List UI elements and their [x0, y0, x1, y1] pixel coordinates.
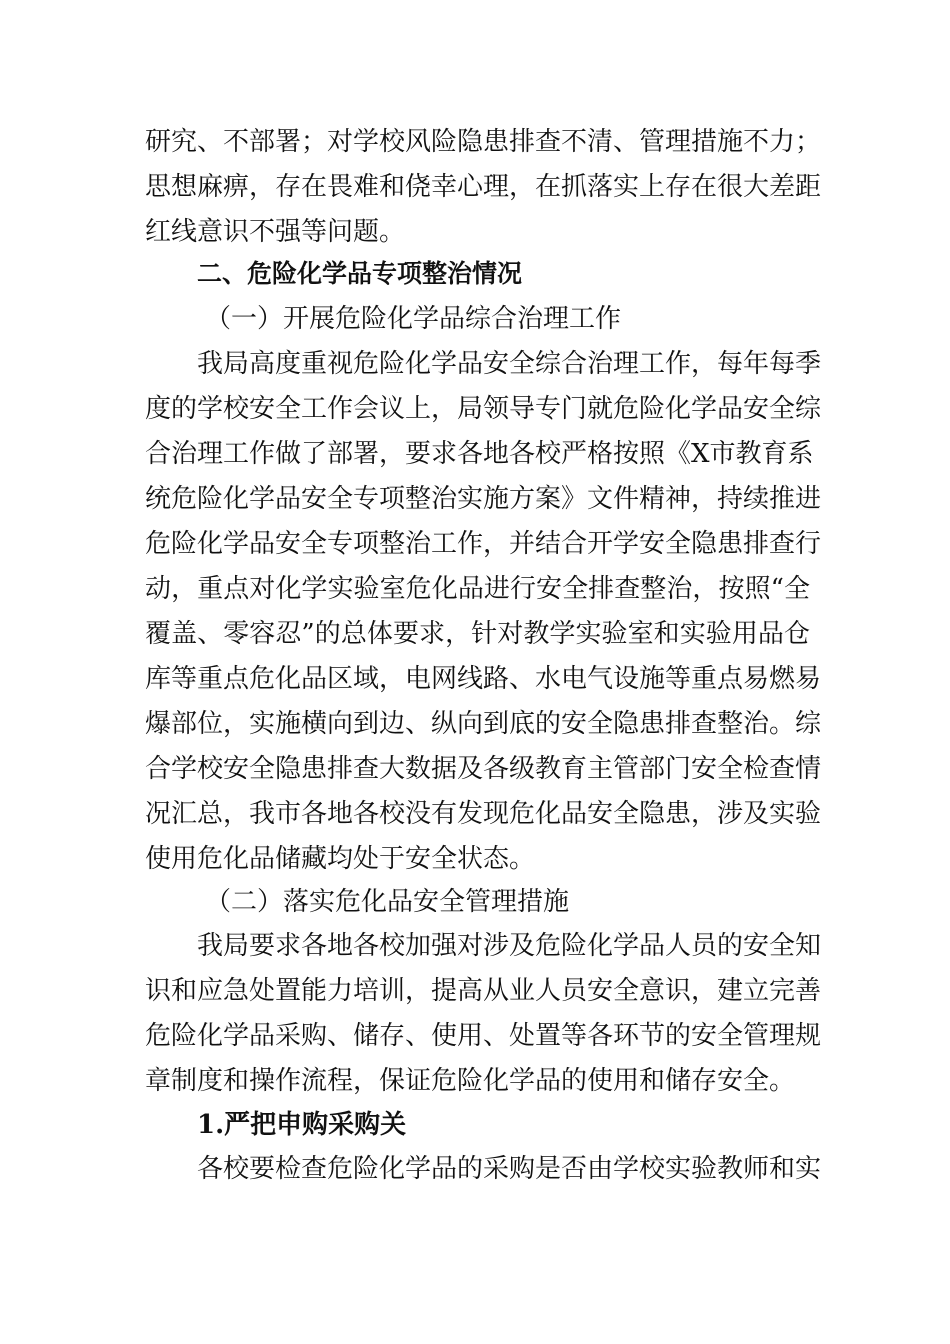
paragraph-line: 使用危化品储藏均处于安全状态。 [145, 844, 536, 874]
paragraph-line: 红线意识不强等问题。 [145, 217, 406, 247]
paragraph-line: 章制度和操作流程，保证危险化学品的使用和储存安全。 [145, 1066, 796, 1096]
paragraph-line: 研究、不部署；对学校风险隐患排查不清、管理措施不力； [145, 127, 822, 157]
numbered-heading: 1.严把申购采购关 [197, 1110, 407, 1140]
paragraph-line: 危险化学品采购、储存、使用、处置等各环节的安全管理规 [145, 1021, 822, 1051]
paragraph-line: 况汇总，我市各地各校没有发现危化品安全隐患，涉及实验 [145, 799, 822, 829]
paragraph-line: 动，重点对化学实验室危化品进行安全排查整治，按照“全 [145, 574, 810, 604]
paragraph-line: 各校要检查危险化学品的采购是否由学校实验教师和实 [197, 1154, 822, 1184]
section-heading: 二、危险化学品专项整治情况 [197, 259, 523, 288]
paragraph-line: 爆部位，实施横向到边、纵向到底的安全隐患排查整治。综 [145, 709, 822, 739]
paragraph-line: 识和应急处置能力培训，提高从业人员安全意识，建立完善 [145, 976, 822, 1006]
paragraph-line: 我局要求各地各校加强对涉及危险化学品人员的安全知 [197, 931, 822, 961]
paragraph-line: 思想麻痹，存在畏难和侥幸心理，在抓落实上存在很大差距 [145, 172, 822, 202]
paragraph-line: 统危险化学品安全专项整治实施方案》文件精神，持续推进 [145, 484, 822, 514]
paragraph-line: 我局高度重视危险化学品安全综合治理工作，每年每季 [197, 349, 822, 379]
paragraph-line: 合学校安全隐患排查大数据及各级教育主管部门安全检查情 [145, 754, 822, 784]
paragraph-line: 合治理工作做了部署，要求各地各校严格按照《X市教育系 [145, 439, 814, 469]
paragraph-line: 库等重点危化品区域，电网线路、水电气设施等重点易燃易 [145, 664, 822, 694]
subsection-heading: （一）开展危险化学品综合治理工作 [205, 304, 622, 334]
paragraph-line: 危险化学品安全专项整治工作，并结合开学安全隐患排查行 [145, 529, 822, 559]
subsection-heading: （二）落实危化品安全管理措施 [205, 887, 570, 917]
paragraph-line: 覆盖、零容忍”的总体要求，针对教学实验室和实验用品仓 [145, 619, 810, 649]
paragraph-line: 度的学校安全工作会议上，局领导专门就危险化学品安全综 [145, 394, 822, 424]
